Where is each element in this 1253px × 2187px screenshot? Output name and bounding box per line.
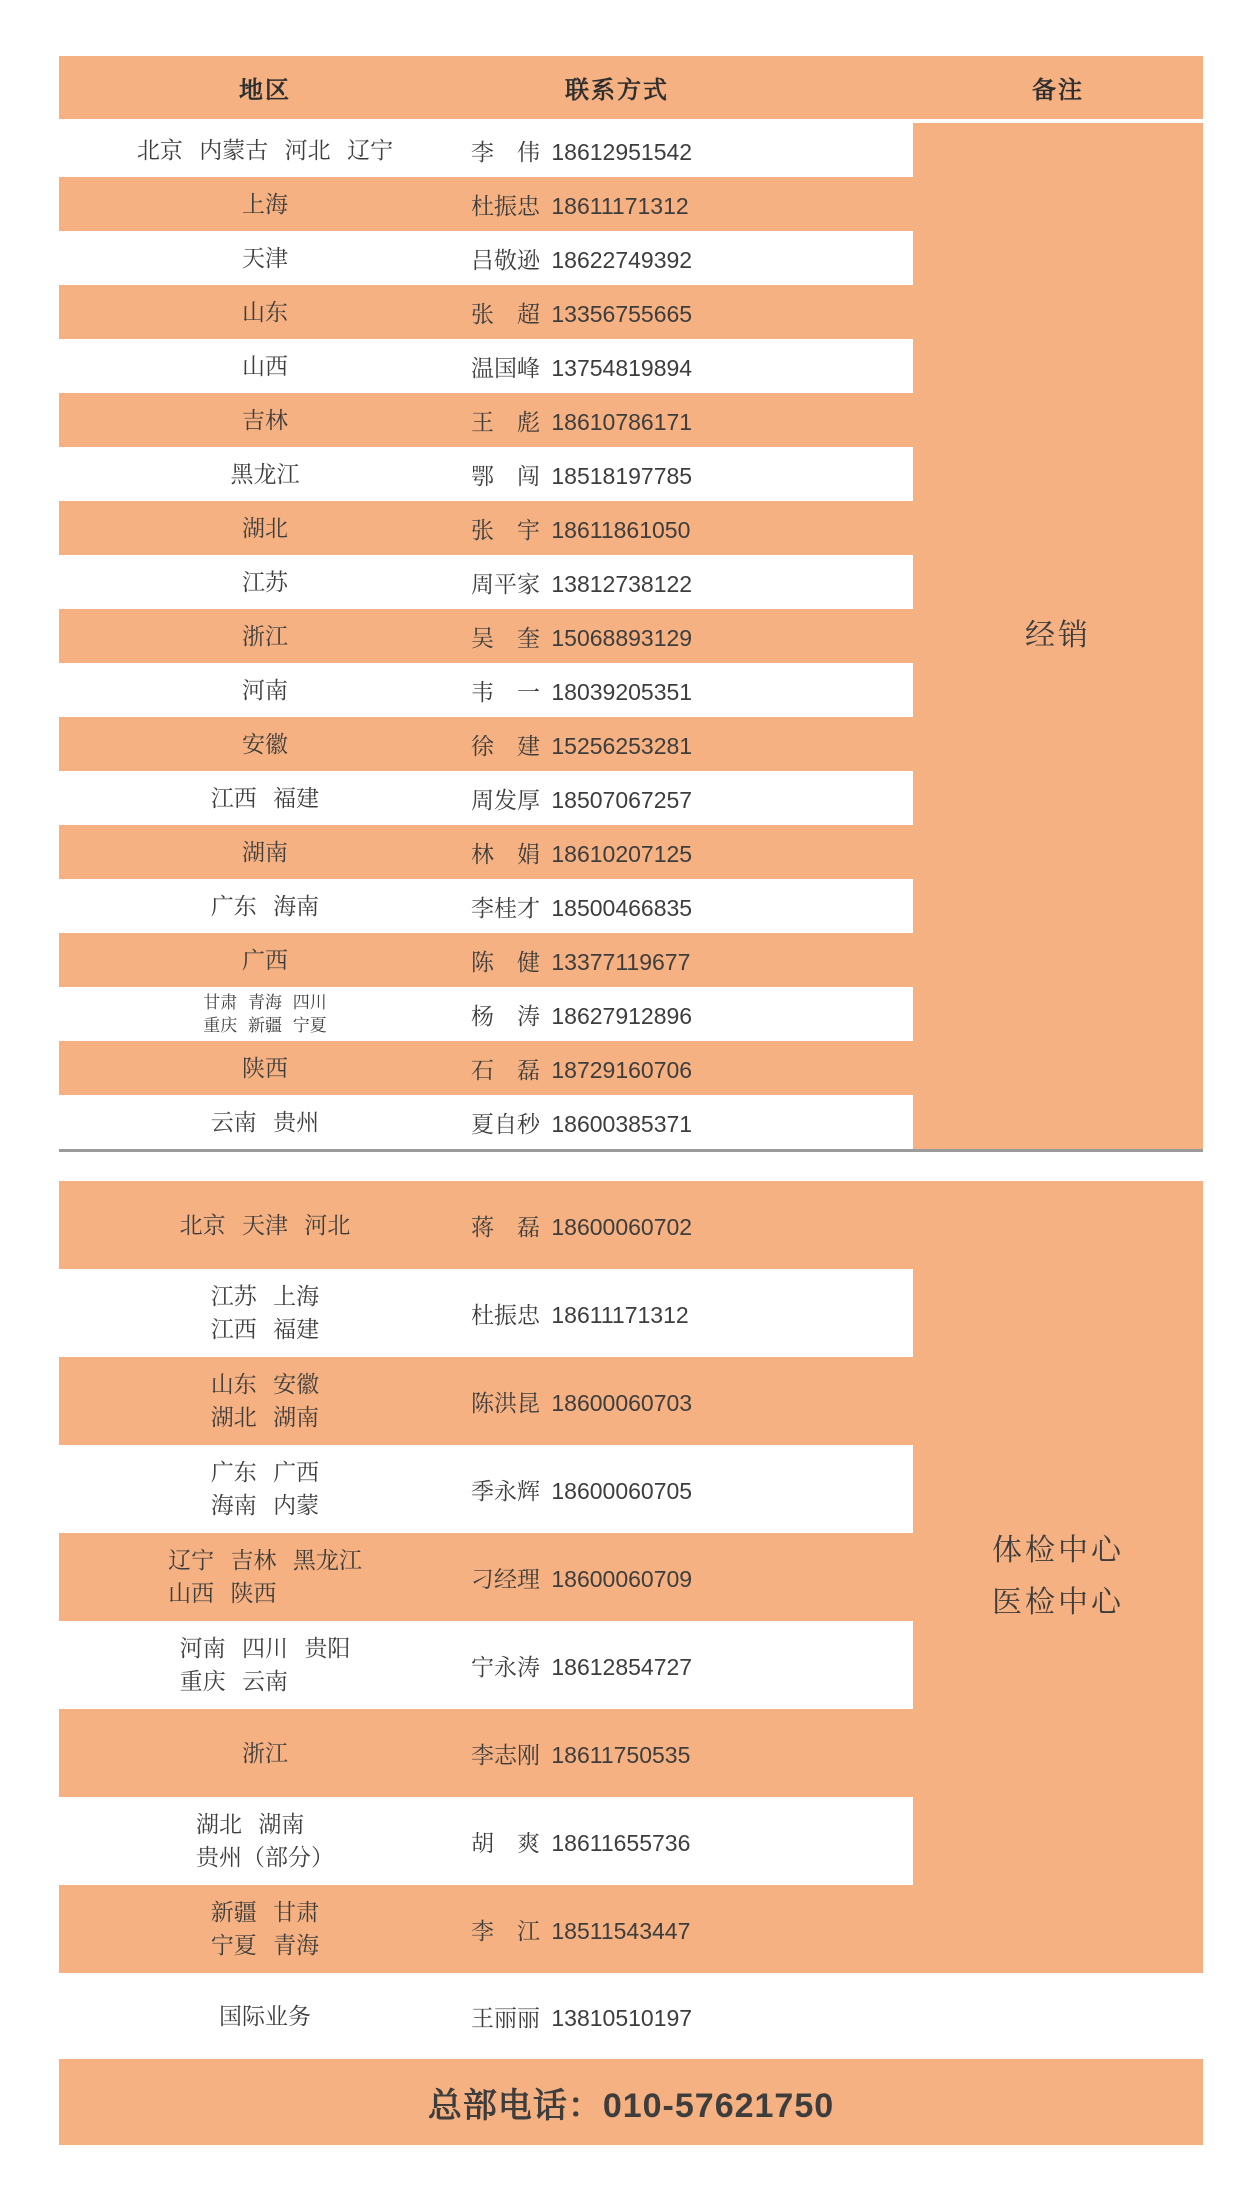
region-cell [59,1269,471,1357]
table-row [59,285,913,339]
region-cell [59,285,471,339]
region-cell [59,1445,471,1533]
region-line: 贵州（部分） [196,1844,334,1870]
contact-cell: 季永辉 18600060705 [471,1477,693,1504]
table-row [59,1533,913,1621]
region-line: 山东 安徽 [210,1371,320,1397]
region-text [211,1106,319,1139]
region-line: 江西 福建 [210,1316,320,1342]
contact-cell: 李 伟 18612951542 [471,138,693,165]
contact-cell: 李桂才 18500466835 [471,894,693,921]
contact-cell: 吕敬逊 18622749392 [471,246,693,273]
table-row [59,1041,913,1095]
table-row [59,933,913,987]
contact-cell: 周发厚 18507067257 [471,786,693,813]
header-region: 地区 [239,77,291,104]
region-line: 江西 福建 [210,784,320,811]
region-line: 黑龙江 [230,460,300,487]
region-text [242,620,288,653]
region-text [242,1737,288,1770]
contact-table [59,56,1203,2145]
table-row [59,123,913,177]
table-row [59,1797,913,1885]
table-row [59,555,913,609]
region-cell [59,1797,471,1885]
region-text [242,836,288,869]
region-cell [59,1181,471,1269]
region-text [211,1896,319,1962]
region-line: 江苏 上海 [210,1283,320,1309]
contact-cell: 王丽丽 13810510197 [471,2004,693,2031]
region-line: 甘肃 青海 四川 [203,993,327,1012]
note-line-2: 医检中心 [992,1586,1124,1619]
region-line: 江苏 [242,568,288,595]
table-row [59,501,913,555]
contact-cell: 李志刚 18611750535 [471,1741,691,1768]
region-line: 湖南 [242,838,288,865]
region-line: 山西 陕西 [168,1580,277,1606]
region-cell [59,933,471,987]
region-line: 广东 海南 [210,892,320,919]
region-text [211,1456,319,1522]
region-line: 浙江 [242,1739,288,1766]
table-row [59,1269,913,1357]
region-text: 国际业务 [219,2002,311,2029]
region-cell [59,1885,471,1973]
table-row [59,609,913,663]
region-cell [59,231,471,285]
region-text [242,1052,288,1085]
international-row [59,1973,1203,2059]
region-cell [59,393,471,447]
table-row [59,1357,913,1445]
table-row [59,231,913,285]
contact-cell: 王 彪 18610786171 [471,408,693,435]
distribution-section [59,123,1203,1149]
contact-cell: 吴 奎 15068893129 [471,624,693,651]
contact-cell: 刁经理 18600060709 [471,1565,693,1592]
note-text-distribution: 经销 [1025,619,1091,652]
region-line: 湖北 [242,514,288,541]
table-row [59,771,913,825]
region-line: 山东 [242,298,288,325]
contact-cell: 张 宇 18611861050 [471,516,691,543]
region-cell [59,555,471,609]
contact-cell: 陈 健 13377119677 [471,948,691,975]
region-text [168,1544,362,1610]
region-text [242,350,288,383]
region-line: 吉林 [242,406,288,433]
region-line: 辽宁 吉林 黑龙江 [168,1547,362,1573]
region-cell [59,1357,471,1445]
region-cell [59,879,471,933]
region-cell [59,339,471,393]
region-line: 云南 贵州 [210,1108,320,1135]
region-line: 山西 [242,352,288,379]
region-line: 安徽 [242,730,288,757]
region-line: 北京 天津 河北 [179,1211,351,1238]
contact-cell: 杜振忠 18611171312 [471,192,689,219]
region-cell [59,447,471,501]
region-line: 湖北 湖南 [196,1811,305,1837]
region-cell [59,987,471,1041]
table-row [59,879,913,933]
region-text [242,674,288,707]
region-text [242,566,288,599]
contact-cell: 胡 爽 18611655736 [471,1829,691,1856]
region-line: 陕西 [242,1054,288,1081]
contact-cell: 蒋 磊 18600060702 [471,1213,693,1240]
region-line: 河南 [242,676,288,703]
region-text [242,242,288,275]
distribution-rows [59,123,913,1149]
region-line: 海南 内蒙 [210,1492,320,1518]
region-text [211,890,319,923]
contact-cell: 鄂 闯 18518197785 [471,462,693,489]
region-line: 湖北 湖南 [210,1404,320,1430]
contact-cell: 徐 建 15256253281 [471,732,693,759]
table-row [59,1709,913,1797]
exam-center-rows [59,1181,913,1973]
region-line: 宁夏 青海 [210,1932,320,1958]
region-line: 新疆 甘肃 [210,1899,320,1925]
region-cell [59,1095,471,1149]
table-row [59,393,913,447]
contact-cell: 林 娟 18610207125 [471,840,693,867]
region-line: 重庆 云南 [179,1668,288,1694]
contact-cell: 宁永涛 18612854727 [471,1653,693,1680]
region-text [242,728,288,761]
table-row [59,1181,913,1269]
contact-cell: 杨 涛 18627912896 [471,1002,693,1029]
region-text [180,1632,351,1698]
note-merged-cell-distribution [913,123,1203,1149]
region-line: 上海 [242,190,288,217]
contact-cell: 夏自秒 18600385371 [471,1110,693,1137]
region-text [242,404,288,437]
table-row [59,1095,913,1149]
region-line: 重庆 新疆 宁夏 [203,1016,327,1035]
region-cell [59,1533,471,1621]
region-line: 广东 广西 [210,1459,320,1485]
region-line: 天津 [242,244,288,271]
contact-cell: 张 超 13356755665 [471,300,693,327]
header-note: 备注 [1032,77,1084,104]
region-cell [59,717,471,771]
region-cell [59,1621,471,1709]
region-cell [59,501,471,555]
exam-center-section [59,1181,1203,1973]
contact-cell: 温国峰 13754819894 [471,354,693,381]
region-text [180,1209,351,1242]
section-gap [59,1152,1203,1181]
region-cell [59,1709,471,1797]
region-text [242,188,288,221]
region-text [211,782,319,815]
note-line-1: 体检中心 [992,1534,1124,1567]
table-row [59,987,913,1041]
contact-cell: 石 磊 18729160706 [471,1056,693,1083]
region-text [242,296,288,329]
region-text [242,944,288,977]
note-merged-cell-exam-center [913,1181,1203,1973]
contact-cell: 杜振忠 18611171312 [471,1301,689,1328]
region-text [211,1280,319,1346]
table-row [59,717,913,771]
region-cell [59,123,471,177]
table-row [59,1885,913,1973]
contact-cell: 李 江 18511543447 [471,1917,691,1944]
contact-cell: 韦 一 18039205351 [471,678,693,705]
table-row [59,177,913,231]
region-line: 河南 四川 贵阳 [179,1635,351,1661]
region-cell [59,663,471,717]
region-line: 浙江 [242,622,288,649]
table-row [59,1445,913,1533]
region-text [242,512,288,545]
region-cell [59,1973,471,2059]
table-header-row [59,56,1203,119]
table-row [59,1621,913,1709]
region-cell [59,609,471,663]
region-text [231,458,300,491]
region-cell [59,177,471,231]
contact-cell: 周平家 13812738122 [471,570,693,597]
table-row [59,447,913,501]
region-line: 北京 内蒙古 河北 辽宁 [136,136,394,163]
table-row [59,825,913,879]
hq-phone-label: 总部电话：010-57621750 [427,2086,835,2125]
region-text [196,1808,334,1874]
region-cell [59,1041,471,1095]
region-text [137,134,393,167]
region-text [203,991,326,1037]
table-row [59,339,913,393]
region-cell [59,825,471,879]
footer-bar [59,2059,1203,2145]
region-line: 广西 [242,946,288,973]
note-text-exam-center [992,1525,1124,1629]
table-row [59,663,913,717]
header-contact: 联系方式 [565,77,669,104]
region-text [211,1368,319,1434]
contact-cell: 陈洪昆 18600060703 [471,1389,693,1416]
region-cell [59,771,471,825]
